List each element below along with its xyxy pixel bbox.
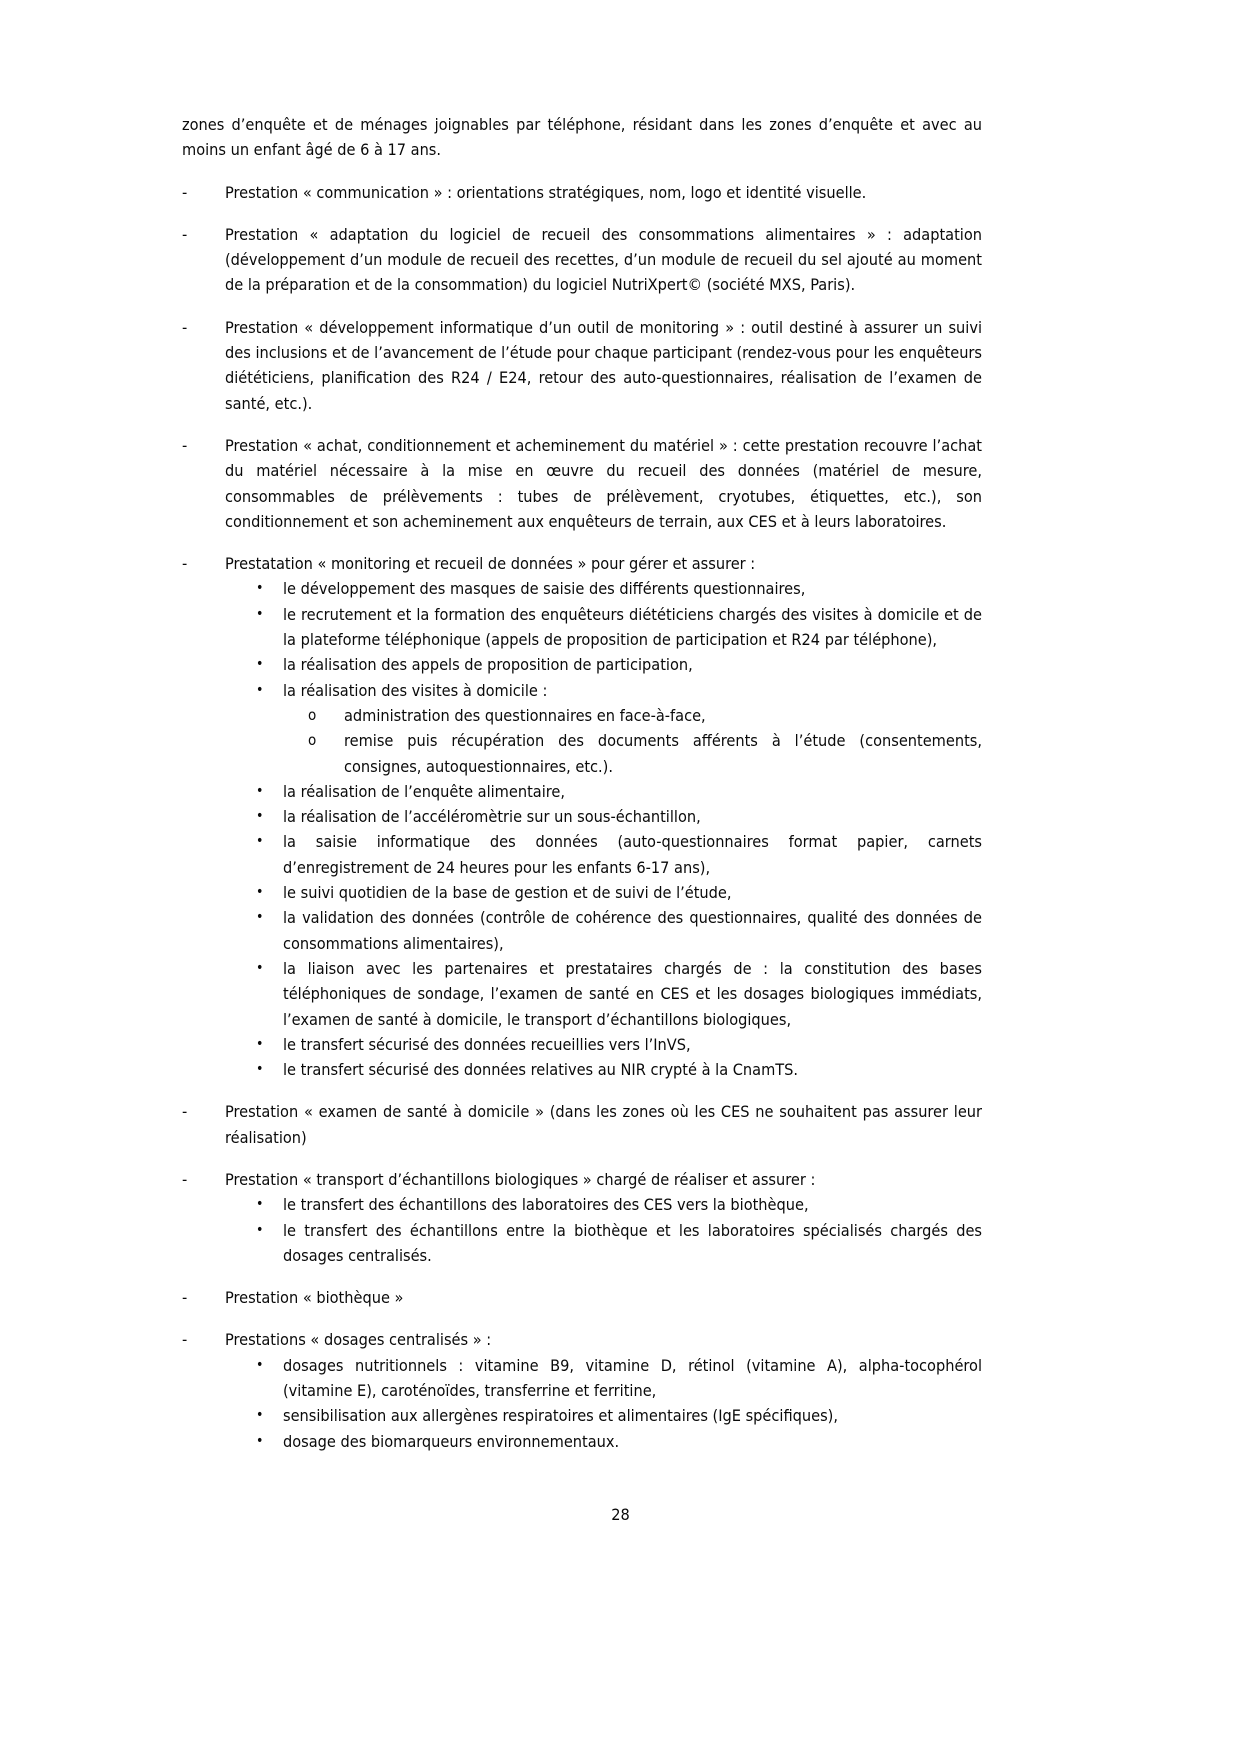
bullet-marker-icon: • [256, 605, 264, 622]
list-item-adaptation-logiciel [182, 222, 982, 298]
sublist-monitoring-recueil [239, 576, 982, 1082]
list-item-saisie-informatique [239, 829, 982, 880]
list-item-transfert-biotheque-labos [239, 1218, 982, 1269]
bullet-marker-icon: • [256, 1035, 264, 1052]
list-item-text: Prestations « dosages centralisés » : [225, 1330, 492, 1350]
list-item-text: la liaison avec les partenaires et prestataires chargés de : la constitution des bases téléphoniques de sondage, l’examen de santé en CES et les dosages biologiques immédiats, l’examen de santé à domicile, le transport d’échantillons biologiques, [283, 958, 982, 1029]
bullet-marker-icon: • [256, 909, 264, 926]
list-item-transfert-invs [239, 1032, 982, 1057]
list-item-text: Prestation « biothèque » [225, 1288, 404, 1308]
section-spacer [182, 1082, 982, 1099]
bullet-marker-icon: • [256, 681, 264, 698]
list-item-appels-proposition [239, 652, 982, 677]
list-item-text: administration des questionnaires en face-à-face, [344, 705, 706, 725]
list-item-transfert-ces-biotheque [239, 1192, 982, 1217]
list-item-text: la validation des données (contrôle de cohérence des questionnaires, qualité des données de consommations alimentaires), [283, 908, 982, 953]
list-item-biotheque [182, 1285, 982, 1310]
list-item-examen-sante-domicile [182, 1099, 982, 1150]
bullet-marker-icon: • [256, 1432, 264, 1449]
list-item-text: Prestation « développement informatique d’un outil de monitoring » : outil destiné à assurer un suivi des inclusions et de l’avancement de l’étude pour chaque participant (rendez-vous pour les enquêteurs diététiciens, planification des R24 / E24, retour des auto-questionnaires, réalisation de l’examen de santé, etc.). [225, 317, 982, 413]
bullet-marker-icon: • [256, 1221, 264, 1238]
list-item-text: Prestation « adaptation du logiciel de recueil des consommations alimentaires » : adaptation (développement d’un module de recueil des recettes, d’un module de recueil du sel ajouté au moment de la préparation et de la consommation) du logiciel NutriXpert© (société MXS, Paris). [225, 224, 982, 295]
list-item-biomarqueurs-environnementaux [239, 1429, 982, 1454]
list-item-text: le transfert des échantillons entre la biothèque et les laboratoires spécialisés chargés des dosages centralisés. [283, 1220, 982, 1265]
dash-marker-icon: - [182, 1330, 188, 1350]
dash-marker-icon: - [182, 1288, 188, 1308]
list-item-recrutement-formation [239, 602, 982, 653]
bullet-marker-icon: • [256, 656, 264, 673]
list-item-validation-donnees [239, 905, 982, 956]
list-item-text: Prestation « achat, conditionnement et acheminement du matériel » : cette prestation recouvre l’achat du matériel nécessaire à la mise en œuvre du recueil des données (matériel de mesure, consommables de prélèvements : tubes de prélèvement, cryotubes, étiquettes, etc.), son conditionnement et son acheminement aux enquêteurs de terrain, aux CES et à leurs laboratoires. [225, 435, 982, 531]
list-item-text: la réalisation des appels de proposition de participation, [283, 655, 693, 675]
list-item-text: le transfert sécurisé des données relatives au NIR crypté à la CnamTS. [283, 1060, 799, 1080]
list-item-masques-saisie [239, 576, 982, 601]
bullet-marker-icon: • [256, 1407, 264, 1424]
list-item-visites-domicile [239, 678, 982, 703]
list-item-accelerometrie [239, 804, 982, 829]
list-item-remise-recuperation [296, 728, 982, 779]
section-spacer [182, 1268, 982, 1285]
circle-marker-icon: o [308, 705, 317, 724]
dash-marker-icon: - [182, 1169, 188, 1189]
list-item-liaison-partenaires [239, 956, 982, 1032]
bullet-marker-icon: • [256, 808, 264, 825]
list-item-dosages-centralises [182, 1327, 982, 1352]
list-item-text: Prestation « examen de santé à domicile » (dans les zones où les CES ne souhaitent pas assurer leur réalisation) [225, 1102, 982, 1147]
sublist-dosages-centralises [239, 1353, 982, 1454]
list-item-achat-conditionnement [182, 433, 982, 534]
list-item-dosages-nutritionnels [239, 1353, 982, 1404]
dash-marker-icon: - [182, 1102, 188, 1122]
sublist-transport-echantillons [239, 1192, 982, 1268]
list-item-text: la saisie informatique des données (auto-questionnaires format papier, carnets d’enregistrement de 24 heures pour les enfants 6-17 ans), [283, 832, 982, 877]
page-footer [0, 1505, 1241, 1524]
bullet-marker-icon: • [256, 959, 264, 976]
list-item-developpement-monitoring [182, 315, 982, 416]
list-item-text: le transfert des échantillons des laboratoires des CES vers la biothèque, [283, 1195, 809, 1215]
list-item-text: dosage des biomarqueurs environnementaux. [283, 1431, 620, 1451]
dash-marker-icon: - [182, 554, 188, 574]
list-item-text: le transfert sécurisé des données recueillies vers l’InVS, [283, 1034, 691, 1054]
list-item-text: Prestation « transport d’échantillons biologiques » chargé de réaliser et assurer : [225, 1169, 816, 1189]
list-item-text: la réalisation de l’enquête alimentaire, [283, 781, 565, 801]
list-item-sensibilisation-allergenes [239, 1403, 982, 1428]
page-number: 28 [611, 1505, 630, 1524]
bullet-marker-icon: • [256, 1196, 264, 1213]
bullet-marker-icon: • [256, 1061, 264, 1078]
list-item-administration-questionnaires [296, 703, 982, 728]
list-item-text: le suivi quotidien de la base de gestion et de suivi de l’étude, [283, 883, 732, 903]
list-item-text: le développement des masques de saisie des différents questionnaires, [283, 579, 806, 599]
list-item-text: la réalisation de l’accéléromètrie sur un sous-échantillon, [283, 807, 701, 827]
list-item-transfert-cnamts [239, 1057, 982, 1082]
list-item-text: remise puis récupération des documents afférents à l’étude (consentements, consignes, autoquestionnaires, etc.). [344, 731, 982, 776]
bullet-marker-icon: • [256, 884, 264, 901]
list-item-communication [182, 180, 982, 205]
sublist-visites-domicile [296, 703, 982, 779]
list-item-suivi-quotidien [239, 880, 982, 905]
dash-marker-icon: - [182, 224, 188, 244]
list-item-monitoring-recueil [182, 551, 982, 576]
bullet-marker-icon: • [256, 782, 264, 799]
list-item-text: la réalisation des visites à domicile : [283, 680, 548, 700]
bullet-marker-icon: • [256, 580, 264, 597]
list-item-text: dosages nutritionnels : vitamine B9, vitamine D, rétinol (vitamine A), alpha-tocophérol (vitamine E), caroténoïdes, transferrine et ferritine, [283, 1355, 982, 1401]
page-body [182, 112, 982, 1454]
dash-marker-icon: - [182, 317, 188, 337]
list-item-enquete-alimentaire [239, 779, 982, 804]
list-item-text: le recrutement et la formation des enquêteurs diététiciens chargés des visites à domicile et de la plateforme téléphonique (appels de proposition de participation et R24 par téléphone), [283, 604, 982, 650]
list-item-text: Prestatation « monitoring et recueil de données » pour gérer et assurer : [225, 554, 756, 574]
continuation-paragraph: zones d’enquête et de ménages joignables par téléphone, résidant dans les zones d’enquête et avec au moins un enfant âgé de 6 à 17 ans. [182, 115, 982, 160]
circle-marker-icon: o [308, 731, 317, 750]
dash-marker-icon: - [182, 435, 188, 455]
list-item-text: Prestation « communication » : orientations stratégiques, nom, logo et identité visuelle. [225, 182, 867, 202]
bullet-marker-icon: • [256, 833, 264, 850]
list-item-transport-echantillons [182, 1167, 982, 1192]
bullet-marker-icon: • [256, 1356, 264, 1373]
list-item-text: sensibilisation aux allergènes respiratoires et alimentaires (IgE spécifiques), [283, 1406, 838, 1426]
dash-marker-icon: - [182, 182, 188, 202]
